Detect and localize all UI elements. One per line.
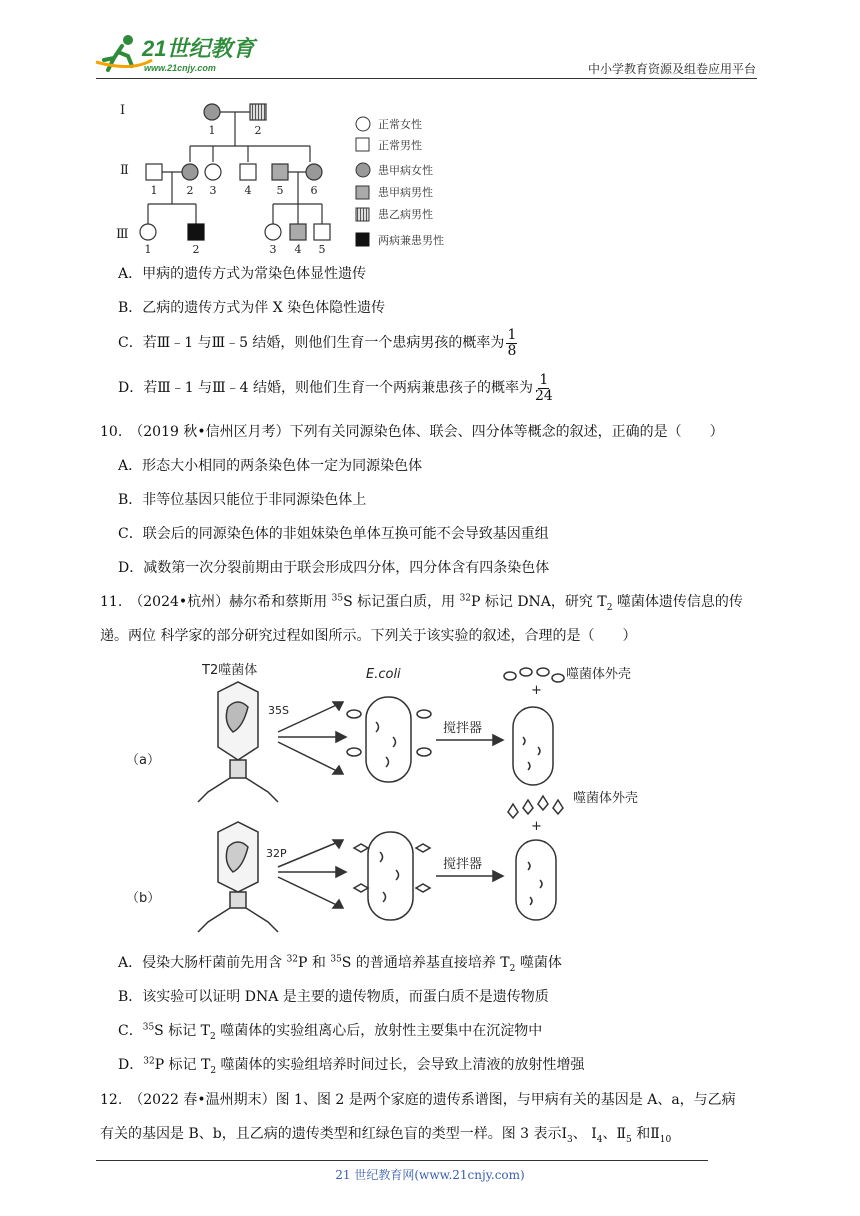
site-logo <box>92 30 262 80</box>
num-III5: 5 <box>318 243 326 256</box>
legend-b-male: 患乙病男性 <box>378 208 433 221</box>
q10-option-d: D．减数第一次分裂前期由于联会形成四分体，四分体含有四条染色体 <box>118 560 550 576</box>
superscript: 35 <box>142 1022 155 1033</box>
pedigree-I1 <box>204 104 220 120</box>
pedigree-II2 <box>182 164 198 180</box>
legend-a-male: 患甲病男性 <box>378 186 433 199</box>
superscript: 32 <box>143 1056 155 1067</box>
num-II3: 3 <box>209 184 217 197</box>
q9-option-c <box>118 328 517 358</box>
superscript: 35 <box>331 593 344 604</box>
option-text: S 的普通培养基直接培养 T <box>341 955 510 971</box>
q9-option-c-text: C．若Ⅲ﹣1 与Ⅲ﹣5 结婚，则他们生育一个患病男孩的概率为 <box>118 335 505 352</box>
num-II1: 1 <box>150 184 158 197</box>
fraction-num: 1 <box>507 327 517 343</box>
num-I2: 2 <box>254 124 262 137</box>
header-divider <box>96 78 757 79</box>
fraction <box>506 328 517 358</box>
legend-a-female: 患甲病女性 <box>378 164 433 177</box>
num-II4: 4 <box>244 184 252 197</box>
p32-label: 32P <box>266 847 287 860</box>
q9-option-b: B．乙病的遗传方式为伴 X 染色体隐性遗传 <box>118 300 386 316</box>
plus-b: + <box>531 819 542 834</box>
pedigree-III5 <box>314 224 330 240</box>
pedigree-II5 <box>272 164 288 180</box>
q11-stem-line1 <box>100 591 743 613</box>
option-text: S 标记 T <box>154 1023 211 1039</box>
num-III3: 3 <box>269 243 277 256</box>
stem-text: 有关的基因是 B、b，且乙病的遗传类型和红绿色盲的类型一样。图 3 表示Ⅰ <box>100 1126 568 1142</box>
pedigree-II3 <box>205 164 221 180</box>
pedigree-III3 <box>265 224 281 240</box>
superscript: 35 <box>330 954 342 965</box>
q9-option-a: A．甲病的遗传方式为常染色体显性遗传 <box>118 266 367 282</box>
stirrer-label-b: 搅拌器 <box>443 857 483 872</box>
option-text: A．侵染大肠杆菌前先用含 <box>118 955 287 971</box>
subscript: 3 <box>567 1134 573 1145</box>
panel-b-label: （b） <box>126 891 161 906</box>
subscript: 2 <box>210 1031 216 1042</box>
q10-option-c: C．联会后的同源染色体的非姐妹染色单体互换可能不会导致基因重组 <box>118 526 549 542</box>
num-III2: 2 <box>192 243 200 256</box>
pedigree-I2 <box>250 104 266 120</box>
num-III1: 1 <box>144 243 152 256</box>
stem-text: 11. （2024•杭州）赫尔希和蔡斯用 <box>100 594 332 610</box>
q10-stem: 10. （2019 秋•信州区月考）下列有关同源染色体、联会、四分体等概念的叙述，正确的是（ ） <box>100 424 724 440</box>
legend-both-male: 两病兼患男性 <box>378 234 444 247</box>
legend-normal-female: 正常女性 <box>378 118 422 131</box>
plus-a: + <box>531 683 542 698</box>
panel-a-label: （a） <box>126 753 160 768</box>
q11-stem-line2: 递。两位 科学家的部分研究过程如图所示。下列关于该实验的叙述，合理的是（ ） <box>100 628 637 644</box>
q10-option-b: B．非等位基因只能位于非同源染色体上 <box>118 492 367 508</box>
fraction-den: 8 <box>507 342 517 359</box>
option-text: 噬菌体 <box>515 955 562 971</box>
fraction-den: 24 <box>534 387 553 404</box>
option-text: 噬菌体的实验组培养时间过长，会导致上清液的放射性增强 <box>216 1057 585 1073</box>
t2-phage-label: T2噬菌体 <box>202 663 258 678</box>
q11-option-a <box>118 952 562 974</box>
gen-label-3: Ⅲ <box>116 227 129 242</box>
legend-normal-male: 正常男性 <box>378 139 422 152</box>
subscript: 5 <box>626 1134 632 1145</box>
pedigree-III2 <box>188 224 204 240</box>
q10-option-a: A．形态大小相同的两条染色体一定为同源染色体 <box>118 458 423 474</box>
pedigree-III1 <box>140 224 156 240</box>
superscript: 32 <box>286 954 299 965</box>
stem-text: S 标记蛋白质，用 <box>343 594 460 610</box>
num-II2: 2 <box>186 184 194 197</box>
pedigree-II6 <box>306 164 322 180</box>
q12-stem-line2 <box>100 1123 671 1145</box>
fraction <box>535 373 553 403</box>
platform-name: 中小学教育资源及组卷应用平台 <box>587 62 756 76</box>
stem-text: 、Ⅱ <box>602 1126 627 1142</box>
q12-stem-line1: 12. （2022 春•温州期末）图 1、图 2 是两个家庭的遗传系谱图，与甲病有关的基因是 A、a，与乙病 <box>100 1092 736 1108</box>
q11-option-d <box>118 1054 585 1076</box>
stem-text: 噬菌体遗传信息的传 <box>612 594 743 610</box>
shell-label-b: 噬菌体外壳 <box>573 791 639 806</box>
logo-text: 21世纪教育 <box>142 36 255 61</box>
q9-option-d-text: D．若Ⅲ﹣1 与Ⅲ﹣4 结婚，则他们生育一个两病兼患孩子的概率为 <box>118 380 533 397</box>
q11-option-b: B．该实验可以证明 DNA 是主要的遗传物质，而蛋白质不是遗传物质 <box>118 989 549 1005</box>
superscript: 32 <box>459 593 472 604</box>
phage-experiment-figure <box>118 652 663 937</box>
option-text: D． <box>118 1057 144 1073</box>
subscript: 10 <box>659 1134 672 1145</box>
stirrer-label-a: 搅拌器 <box>443 721 483 736</box>
gen-label-1: Ⅰ <box>120 103 126 118</box>
pedigree-chart <box>110 96 455 256</box>
option-text: P 标记 T <box>154 1057 211 1073</box>
shell-label-a: 噬菌体外壳 <box>566 667 632 682</box>
option-text: 噬菌体的实验组离心后，放射性主要集中在沉淀物中 <box>215 1023 543 1039</box>
pedigree-III4 <box>290 224 306 240</box>
gen-label-2: Ⅱ <box>120 163 129 178</box>
option-text: P 和 <box>298 955 331 971</box>
subscript: 2 <box>210 1065 217 1076</box>
s35-label: 35S <box>268 704 289 717</box>
ecoli-label: E.coli <box>366 667 401 682</box>
num-II5: 5 <box>276 184 284 197</box>
q9-option-d <box>118 373 553 403</box>
pedigree-II4 <box>240 164 256 180</box>
fraction-num: 1 <box>539 372 549 388</box>
q11-option-c <box>118 1020 542 1042</box>
stem-text: 和Ⅱ <box>631 1126 660 1142</box>
num-II6: 6 <box>310 184 318 197</box>
stem-text: 、 Ⅰ <box>572 1126 597 1142</box>
footer-link[interactable]: 21 世纪教育网(www.21cnjy.com) <box>335 1168 525 1182</box>
subscript: 2 <box>509 963 516 974</box>
pedigree-II1 <box>146 164 162 180</box>
subscript: 4 <box>596 1134 603 1145</box>
stem-text: P 标记 DNA，研究 T <box>471 594 607 610</box>
num-III4: 4 <box>294 243 302 256</box>
footer-divider <box>96 1160 708 1161</box>
logo-url: www.21cnjy.com <box>144 63 216 73</box>
num-I1: 1 <box>208 124 216 137</box>
subscript: 2 <box>606 602 613 613</box>
pedigree-legend <box>356 117 444 247</box>
option-text: C． <box>118 1023 143 1039</box>
